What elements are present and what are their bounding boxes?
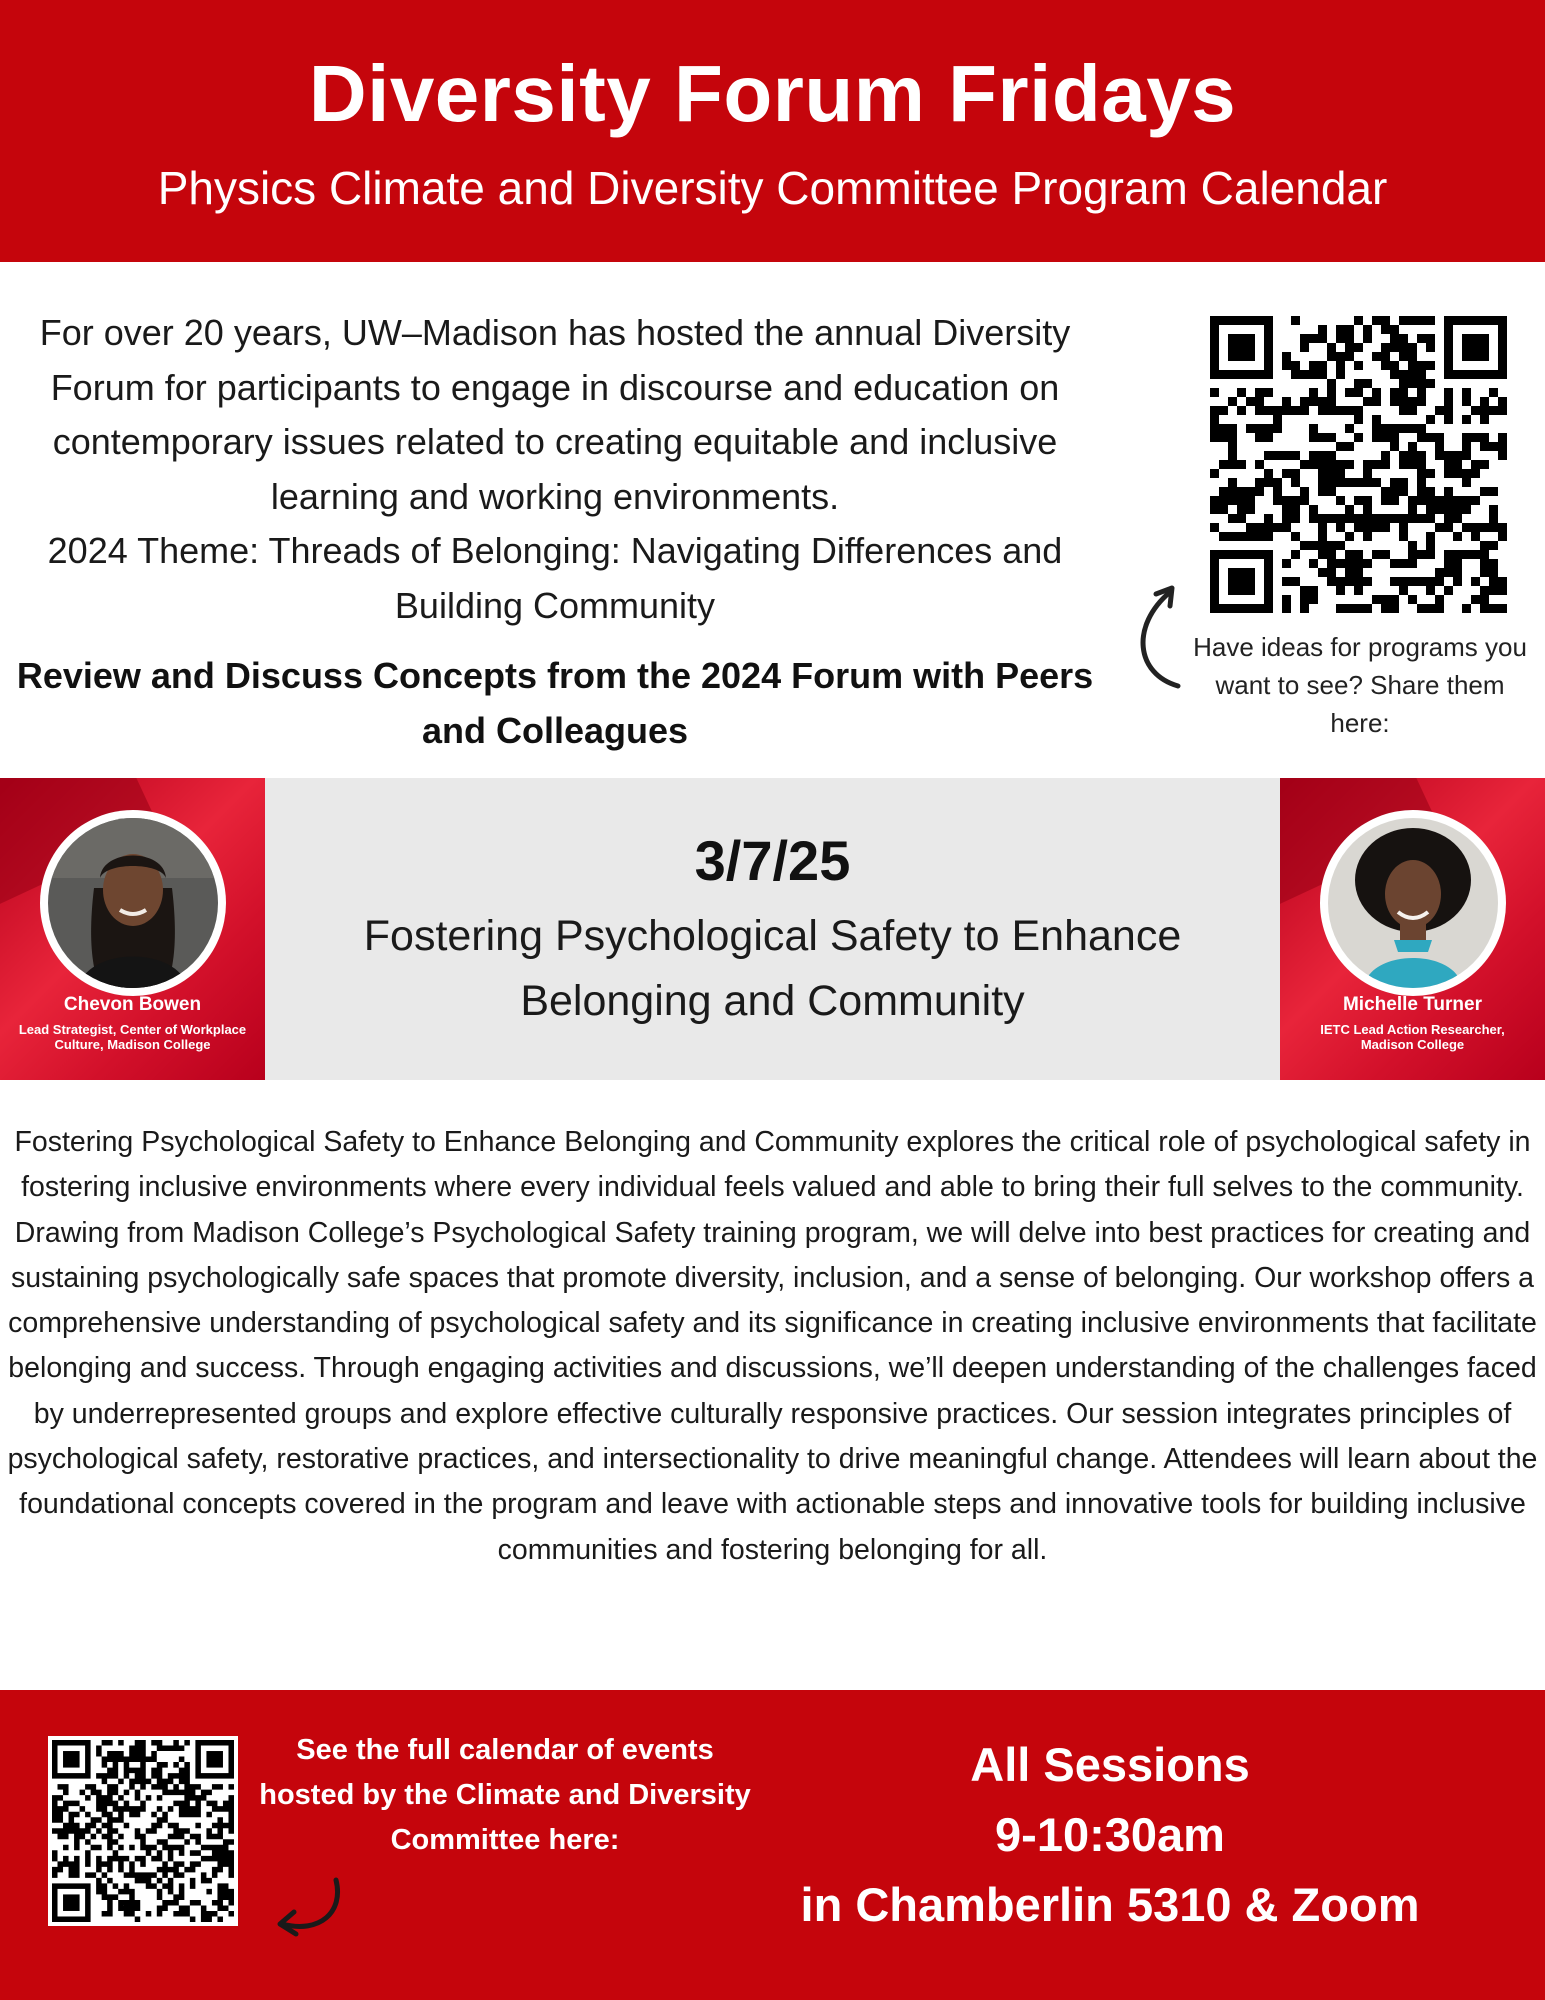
sessions-info <box>760 1730 1460 1940</box>
footer-qr-caption: See the full calendar of events hosted by the Climate and Diversity Committee here: <box>259 1734 751 1856</box>
curved-arrow-icon <box>260 1872 350 1942</box>
speaker-card-chevon-bowen <box>0 778 265 1080</box>
sessions-line: All Sessions <box>970 1738 1250 1791</box>
header-banner <box>0 0 1545 262</box>
sessions-time: 9-10:30am <box>995 1808 1225 1861</box>
event-title: Fostering Psychological Safety to Enhance Belonging and Community <box>363 912 1182 1025</box>
page-subtitle: Physics Climate and Diversity Committee Program Calendar <box>157 162 1388 214</box>
avatar <box>40 810 226 996</box>
qr-top-caption: Have ideas for programs you want to see? Share them here: <box>1193 632 1527 738</box>
qr-code-frame <box>48 1736 238 1926</box>
review-heading: Review and Discuss Concepts from the 2024 Forum with Peers and Colleagues <box>16 655 1094 751</box>
intro-text <box>10 306 1100 633</box>
speaker-card-michelle-turner <box>1280 778 1545 1080</box>
avatar <box>1320 810 1506 996</box>
speaker-role: IETC Lead Action Researcher, Madison College <box>1320 1022 1505 1052</box>
speaker-role: Lead Strategist, Center of Workplace Culture, Madison College <box>18 1022 247 1052</box>
qr-code-icon[interactable] <box>52 1740 234 1922</box>
sessions-location: in Chamberlin 5310 & Zoom <box>800 1878 1420 1931</box>
intro-paragraph: For over 20 years, UW–Madison has hosted the annual Diversity Forum for participants to engage in discourse and education on contemporary issues related to creating equitable and inclusive learning and working environments. <box>39 312 1071 517</box>
speaker-name: Chevon Bowen <box>63 994 202 1015</box>
person-photo-icon <box>48 818 218 988</box>
speaker-name: Michelle Turner <box>1342 994 1482 1015</box>
person-photo-icon <box>1328 818 1498 988</box>
qr-code-icon[interactable] <box>1210 316 1507 613</box>
intro-theme: 2024 Theme: Threads of Belonging: Navigating Differences and Building Community <box>47 530 1063 626</box>
footer-banner <box>0 1690 1545 2000</box>
page-title: Diversity Forum Fridays <box>308 49 1237 138</box>
event-description: Fostering Psychological Safety to Enhance Belonging and Community explores the critical role of psychological safety in fostering inclusive environments where every individual feels valued and able to bring their full selves to the community. Drawing from Madison College’s Psychological Safety training program, we will delve into best practices for creating and sustaining psychologically safe spaces that promote diversity, inclusion, and a sense of belonging. Our workshop offers a comprehensive understanding of psychological safety and its significance in creating inclusive environments that facilitate belonging and success. Through engaging activities and discussions, we’ll deepen understanding of the challenges faced by underrepresented groups and explore effective culturally responsive practices. Our session integrates principles of psychological safety, restorative practices, and intersectionality to drive meaningful change. Attendees will learn about the foundational concepts covered in the program and leave with actionable steps and innovative tools for building inclusive communities and fostering belonging for all. <box>7 1126 1538 1566</box>
event-date: 3/7/25 <box>694 829 851 892</box>
